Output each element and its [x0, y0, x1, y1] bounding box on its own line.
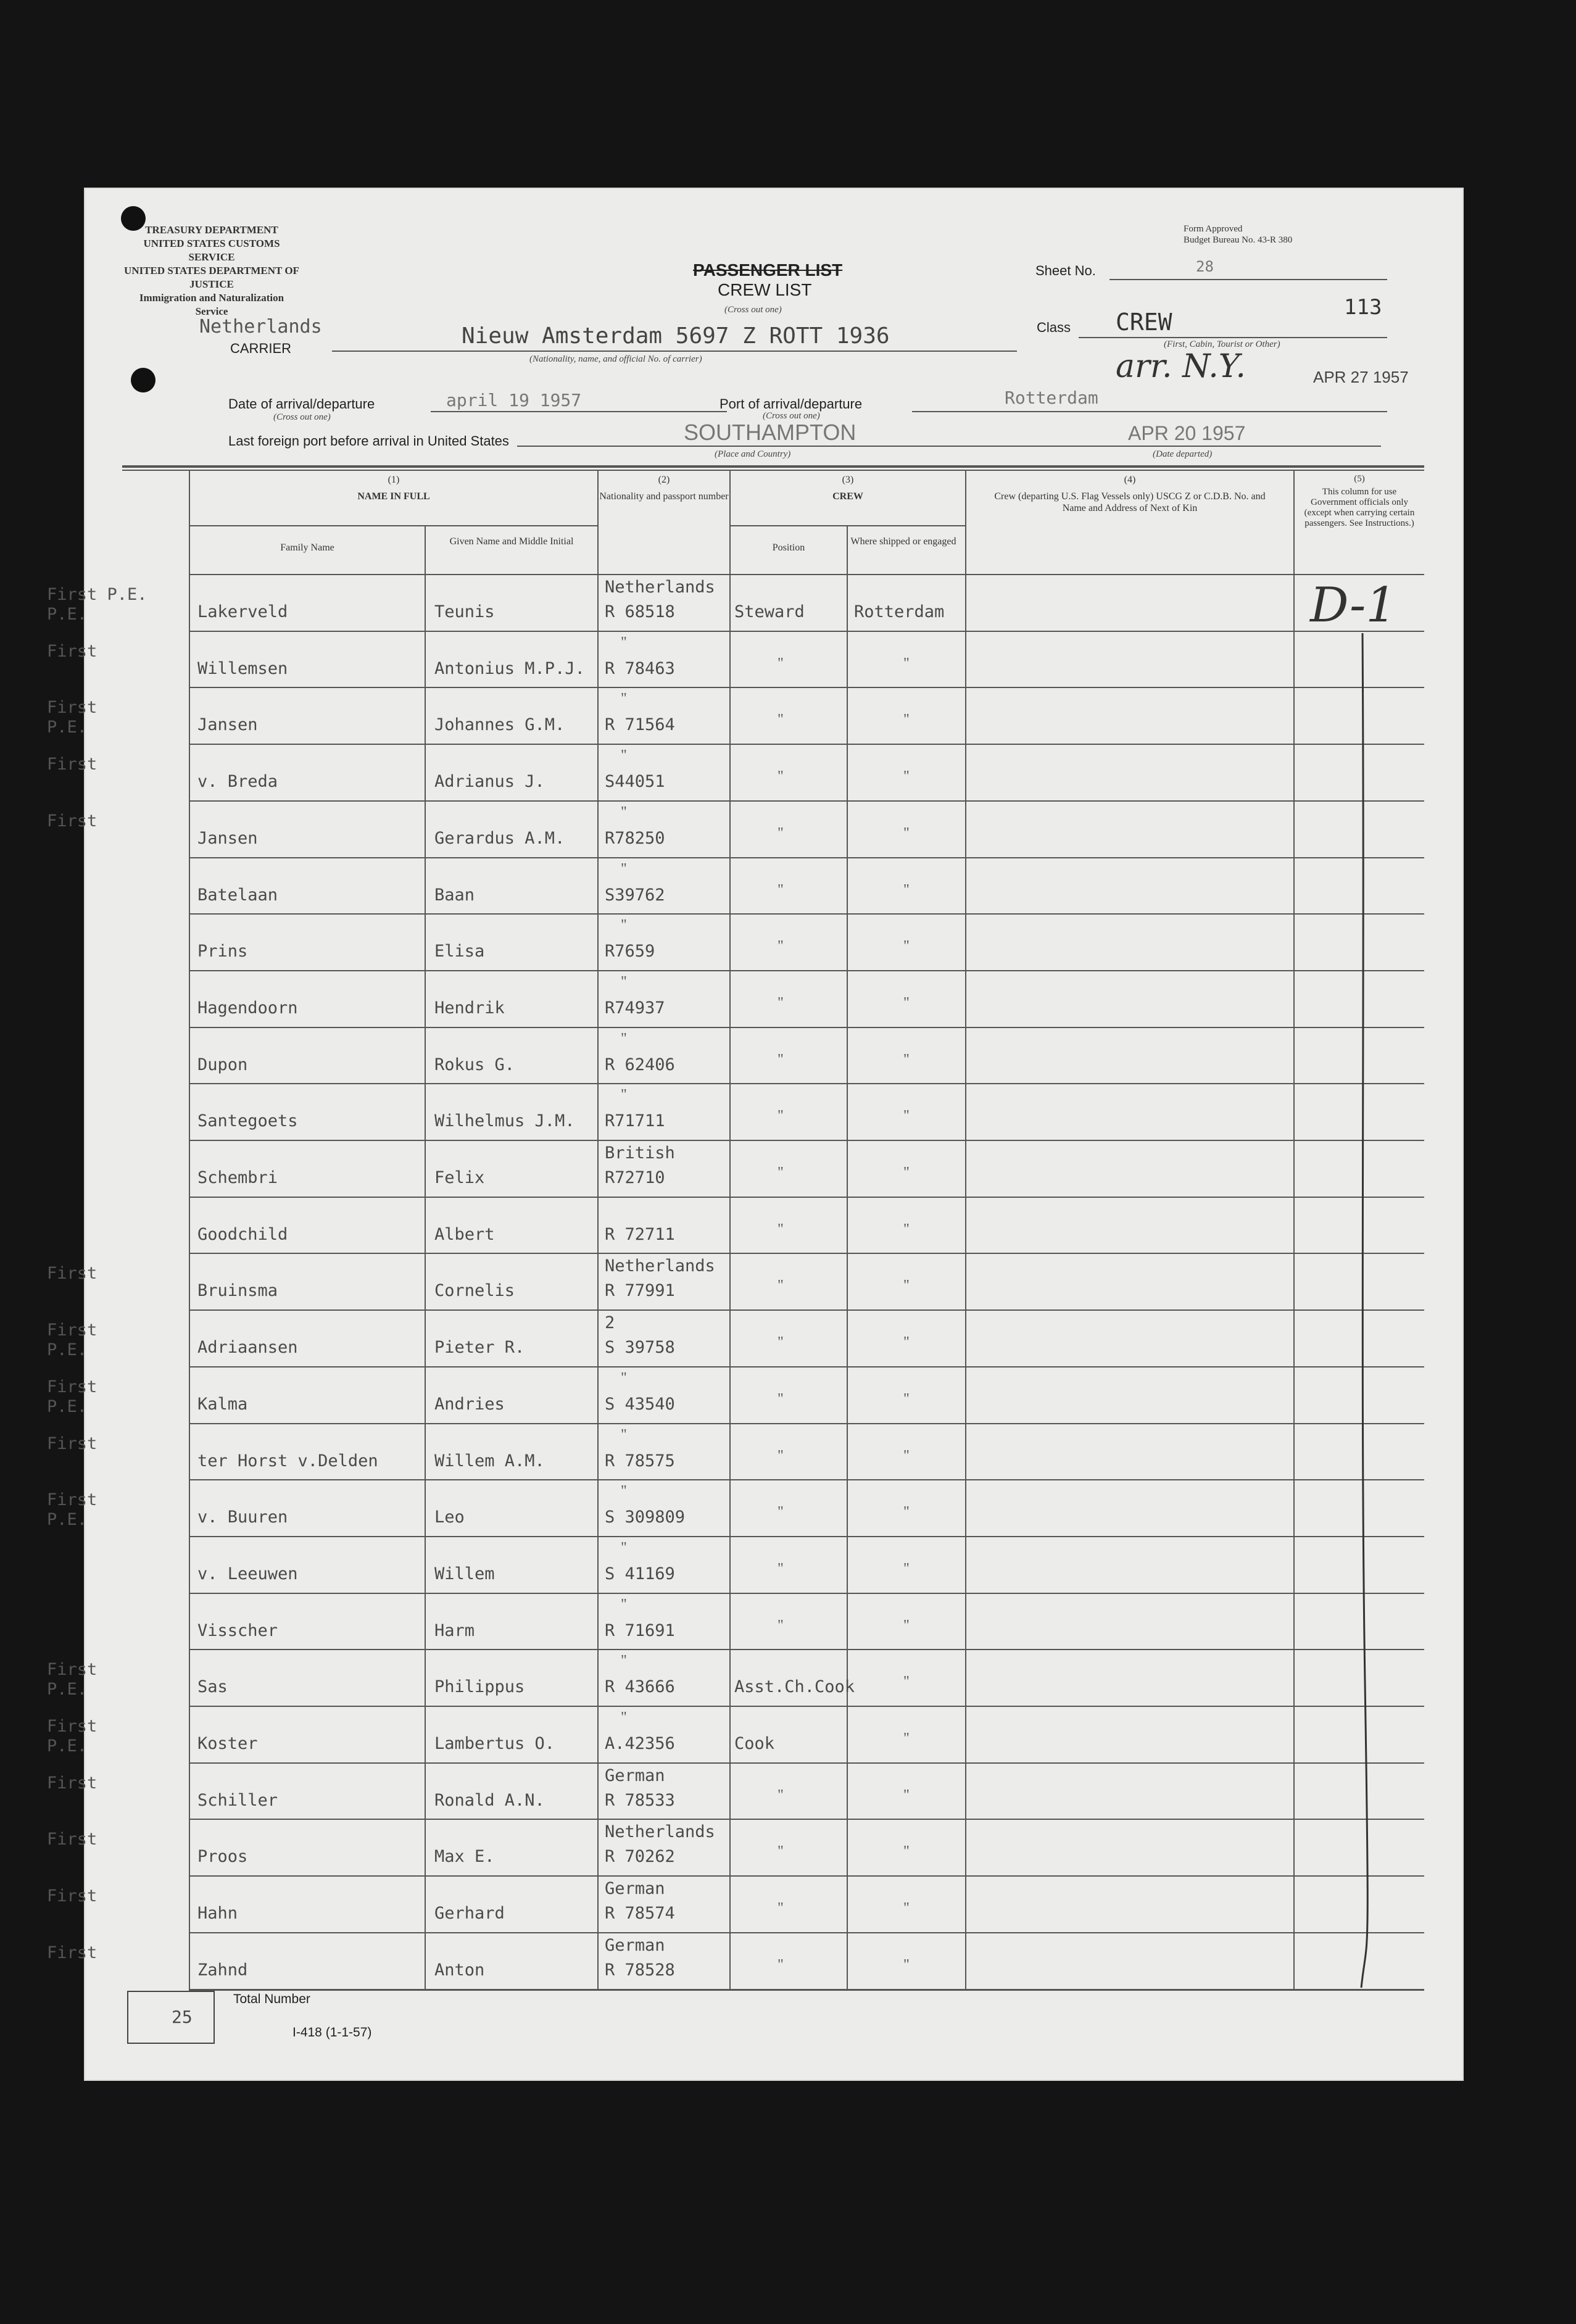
position: " [778, 768, 784, 785]
nationality: " [621, 1426, 627, 1443]
nationality: " [621, 1087, 627, 1103]
date-note: (Cross out one) [273, 412, 331, 422]
row-divider [189, 1762, 1424, 1764]
given-name: Harm [434, 1621, 475, 1640]
where-shipped: " [903, 655, 910, 671]
crew-list-sheet [47, 189, 1462, 2080]
position: " [778, 1560, 784, 1577]
passport-number: R 77991 [605, 1281, 675, 1301]
nationality: " [621, 1709, 627, 1725]
where-shipped: " [903, 824, 910, 841]
position: Steward [734, 602, 805, 621]
class-label: Class [1037, 320, 1071, 335]
passport-number: R 62406 [605, 1055, 675, 1074]
pen-line [1356, 633, 1375, 1991]
position: " [778, 712, 784, 728]
family-name: Visscher [197, 1621, 278, 1640]
family-name: Zahnd [197, 1960, 248, 1980]
position: " [778, 1221, 784, 1237]
row-divider [189, 744, 1424, 745]
passport-number: R7659 [605, 942, 655, 961]
given-name: Baan [434, 885, 475, 905]
where-shipped: " [903, 1956, 910, 1973]
where-shipped: " [903, 1051, 910, 1068]
where-shipped: " [903, 1900, 910, 1917]
passport-number: S 41169 [605, 1564, 675, 1583]
row-divider [189, 857, 1424, 858]
nationality: " [621, 803, 627, 820]
row-divider [189, 1366, 1424, 1367]
col5-header: (5) This column for use Government officials only (except when carrying certain passengers. See Instructions.) [1304, 474, 1415, 528]
nationality: " [621, 691, 627, 707]
passport-number: R74937 [605, 998, 665, 1018]
nationality: " [621, 860, 627, 877]
given-name: Willem [434, 1564, 495, 1583]
date-label: Date of arrival/departure [228, 396, 375, 412]
passport-number: S39762 [605, 885, 665, 905]
nationality: Netherlands [605, 578, 715, 597]
nationality: Netherlands [605, 1822, 715, 1842]
passport-number: R 71564 [605, 715, 675, 735]
where-shipped: " [903, 881, 910, 898]
port-label: Port of arrival/departure [720, 396, 863, 412]
where-shipped: " [903, 1730, 910, 1746]
row-divider [189, 1932, 1424, 1933]
passport-number: R 78574 [605, 1904, 675, 1924]
where-shipped: " [903, 1617, 910, 1633]
row-divider [189, 1819, 1424, 1820]
row-divider [189, 1309, 1424, 1311]
row-margin-note: First P.E. [47, 1660, 97, 1699]
last-port-label: Last foreign port before arrival in United States [228, 433, 509, 449]
where-shipped: " [903, 1843, 910, 1860]
family-name: Jansen [197, 715, 258, 735]
given-name: Ronald A.N. [434, 1790, 545, 1810]
where-shipped: " [903, 1277, 910, 1294]
given-name: Wilhelmus J.M. [434, 1111, 575, 1131]
family-name: Goodchild [197, 1224, 288, 1244]
last-port-value: SOUTHAMPTON [684, 420, 856, 445]
given-name: Cornelis [434, 1281, 515, 1301]
nationality: " [621, 1483, 627, 1500]
family-name: Prins [197, 942, 248, 961]
row-margin-note: First [47, 1264, 97, 1284]
family-name: Santegoets [197, 1111, 298, 1131]
given-name: Rokus G. [434, 1055, 515, 1074]
where-shipped: " [903, 768, 910, 785]
family-name: v. Buuren [197, 1508, 288, 1527]
family-name-header: Family Name [280, 542, 334, 553]
row-divider [189, 687, 1424, 688]
where-shipped: " [903, 1164, 910, 1181]
handwritten-arrival: arr. N.Y. [1116, 348, 1246, 385]
position: " [778, 824, 784, 841]
position: " [778, 1164, 784, 1181]
where-shipped: " [903, 1108, 910, 1124]
col3-header: (3) CREW [832, 475, 863, 502]
total-value: 25 [172, 2007, 193, 2027]
given-name: Antonius M.P.J. [434, 658, 585, 678]
family-name: ter Horst v.Delden [197, 1451, 378, 1471]
nationality: Netherlands [605, 1256, 715, 1276]
passport-number: R 71691 [605, 1621, 675, 1640]
passport-number: R 78575 [605, 1451, 675, 1471]
departed-value: APR 20 1957 [1128, 422, 1246, 444]
arrival-stamp: APR 27 1957 [1313, 368, 1409, 386]
given-name: Adrianus J. [434, 772, 545, 792]
given-name: Pieter R. [434, 1338, 525, 1358]
where-shipped: " [903, 994, 910, 1011]
given-name: Johannes G.M. [434, 715, 565, 735]
title-note: (Cross out one) [724, 305, 782, 315]
nationality: German [605, 1879, 665, 1899]
nationality: 2 [605, 1313, 615, 1333]
given-name: Elisa [434, 942, 485, 961]
row-margin-note: First [47, 1434, 97, 1453]
where-shipped: " [903, 938, 910, 955]
passport-number: R 78463 [605, 658, 675, 678]
row-margin-note: First [47, 641, 97, 661]
family-name: Jansen [197, 828, 258, 848]
row-margin-note: First [47, 811, 97, 831]
nationality: " [621, 1369, 627, 1386]
passport-number: S 39758 [605, 1338, 675, 1358]
position: " [778, 1334, 784, 1351]
given-name: Anton [434, 1960, 485, 1980]
passport-number: R78250 [605, 828, 665, 848]
row-margin-note: First [47, 1943, 97, 1962]
departed-note: (Date departed) [1153, 449, 1213, 459]
shipped-header: Where shipped or engaged [850, 536, 956, 547]
position: " [778, 1617, 784, 1633]
nationality: " [621, 747, 627, 764]
title-struck: PASSENGER LIST [693, 260, 843, 280]
position: " [778, 1390, 784, 1407]
family-name: Hagendoorn [197, 998, 298, 1018]
carrier-country: Netherlands [199, 316, 322, 338]
passport-number: R 72711 [605, 1224, 675, 1244]
passport-number: R 78528 [605, 1960, 675, 1980]
row-divider [189, 1140, 1424, 1141]
position: " [778, 1277, 784, 1294]
row-divider [189, 1649, 1424, 1650]
nationality: " [621, 917, 627, 934]
row-margin-note: First P.E. [47, 1490, 97, 1530]
row-margin-note: First P.E. [47, 1717, 97, 1756]
position: " [778, 1108, 784, 1124]
row-margin-note: First [47, 1773, 97, 1793]
nationality: British [605, 1143, 675, 1163]
row-divider [189, 1706, 1424, 1707]
where-shipped: " [903, 1334, 910, 1351]
family-name: v. Leeuwen [197, 1564, 298, 1583]
position: " [778, 1447, 784, 1464]
punch-hole [131, 368, 156, 392]
row-divider [189, 1479, 1424, 1480]
position: " [778, 1843, 784, 1860]
position: " [778, 1787, 784, 1803]
date-value: april 19 1957 [446, 390, 582, 410]
total-label: Total Number [233, 1992, 310, 2006]
carrier-note: (Nationality, name, and official No. of carrier) [529, 354, 702, 364]
passport-number: R72710 [605, 1168, 665, 1187]
where-shipped: " [903, 1390, 910, 1407]
row-divider [189, 970, 1424, 971]
given-name: Philippus [434, 1677, 525, 1697]
total-box [127, 1991, 215, 2044]
given-name: Lambertus O. [434, 1734, 555, 1753]
position: Asst.Ch.Cook [734, 1677, 855, 1697]
row-divider [189, 1593, 1424, 1594]
given-name: Andries [434, 1394, 505, 1414]
family-name: Dupon [197, 1055, 248, 1074]
passport-number: R71711 [605, 1111, 665, 1131]
port-value: Rotterdam [1005, 388, 1098, 408]
position: " [778, 1504, 784, 1521]
passport-number: R 68518 [605, 602, 675, 621]
given-name: Gerhard [434, 1904, 505, 1924]
where-shipped: " [903, 712, 910, 728]
given-name: Willem A.M. [434, 1451, 545, 1471]
family-name: Batelaan [197, 885, 278, 905]
where-shipped: " [903, 1447, 910, 1464]
given-name: Hendrik [434, 998, 505, 1018]
class-value: CREW [1116, 309, 1172, 336]
where-shipped: Rotterdam [854, 602, 945, 621]
where-shipped: " [903, 1560, 910, 1577]
passport-number: R 43666 [605, 1677, 675, 1697]
passport-number: S 43540 [605, 1394, 675, 1414]
row-divider [189, 1253, 1424, 1254]
position: " [778, 881, 784, 898]
row-divider [189, 1536, 1424, 1537]
row-divider [189, 1027, 1424, 1028]
row-divider [189, 913, 1424, 915]
family-name: Bruinsma [197, 1281, 278, 1301]
row-divider [189, 631, 1424, 632]
col4-header: (4) Crew (departing U.S. Flag Vessels only) USCG Z or C.D.B. No. and Name and Address of Next of Kin [994, 475, 1266, 513]
where-shipped: " [903, 1674, 910, 1690]
last-port-note-a: (Cross out one) [763, 411, 820, 421]
row-margin-note: First [47, 755, 97, 774]
family-name: Hahn [197, 1904, 238, 1924]
position: " [778, 1956, 784, 1973]
where-shipped: " [903, 1504, 910, 1521]
given-name: Gerardus A.M. [434, 828, 565, 848]
family-name: v. Breda [197, 772, 278, 792]
given-name: Max E. [434, 1847, 495, 1867]
family-name: Kalma [197, 1394, 248, 1414]
nationality: " [621, 1596, 627, 1612]
agency-header: TREASURY DEPARTMENT UNITED STATES CUSTOMS SERVICE UNITED STATES DEPARTMENT OF JUSTICE Immigration and Naturalization Service [124, 224, 299, 317]
row-margin-note: First P.E. P.E. [47, 585, 147, 624]
nationality: German [605, 1766, 665, 1785]
form-approved: Form Approved Budget Bureau No. 43-R 380 [1184, 224, 1293, 245]
page-number: 113 [1344, 295, 1382, 320]
position: " [778, 1051, 784, 1068]
nationality: German [605, 1935, 665, 1955]
given-name: Felix [434, 1168, 485, 1187]
passport-number: R 70262 [605, 1847, 675, 1867]
row-margin-note: First [47, 1830, 97, 1849]
row-margin-note: First P.E. [47, 1321, 97, 1360]
position-header: Position [772, 542, 805, 553]
passport-number: R 78533 [605, 1790, 675, 1810]
given-name: Teunis [434, 602, 495, 621]
row-divider [189, 1197, 1424, 1198]
passport-number: S 309809 [605, 1508, 686, 1527]
family-name: Proos [197, 1847, 248, 1867]
where-shipped: " [903, 1787, 910, 1803]
family-name: Schembri [197, 1168, 278, 1187]
given-name: Albert [434, 1224, 495, 1244]
family-name: Koster [197, 1734, 258, 1753]
row-divider [189, 1875, 1424, 1877]
col1-header: (1) NAME IN FULL [357, 475, 430, 502]
class-note: (First, Cabin, Tourist or Other) [1164, 339, 1280, 349]
carrier-value: Nieuw Amsterdam 5697 Z ROTT 1936 [462, 323, 890, 349]
position: " [778, 655, 784, 671]
family-name: Lakerveld [197, 602, 288, 621]
sheet-label: Sheet No. [1035, 263, 1096, 278]
form-number: I-418 (1-1-57) [292, 2025, 372, 2040]
row-margin-note: First P.E. [47, 698, 97, 737]
family-name: Adriaansen [197, 1338, 298, 1358]
passport-number: S44051 [605, 772, 665, 792]
given-name: Leo [434, 1508, 465, 1527]
row-divider [189, 800, 1424, 802]
position: " [778, 938, 784, 955]
nationality: " [621, 1539, 627, 1556]
d1-marker: D-1 [1310, 578, 1396, 633]
sheet-value: 28 [1196, 258, 1214, 275]
position: Cook [734, 1734, 775, 1753]
family-name: Schiller [197, 1790, 278, 1810]
nationality: " [621, 1653, 627, 1669]
carrier-label: CARRIER [230, 341, 292, 356]
nationality: " [621, 634, 627, 650]
position: " [778, 994, 784, 1011]
row-margin-note: First [47, 1886, 97, 1906]
nationality: " [621, 1030, 627, 1047]
where-shipped: " [903, 1221, 910, 1237]
row-divider [189, 1083, 1424, 1084]
given-name-header: Given Name and Middle Initial [449, 536, 574, 547]
col2-header: (2) Nationality and passport number [599, 475, 729, 502]
last-port-note-b: (Place and Country) [715, 449, 791, 459]
title: CREW LIST [718, 280, 812, 299]
nationality: " [621, 973, 627, 990]
passport-number: A.42356 [605, 1734, 675, 1753]
family-name: Sas [197, 1677, 228, 1697]
row-divider [189, 1423, 1424, 1424]
position: " [778, 1900, 784, 1917]
family-name: Willemsen [197, 658, 288, 678]
row-margin-note: First P.E. [47, 1377, 97, 1416]
